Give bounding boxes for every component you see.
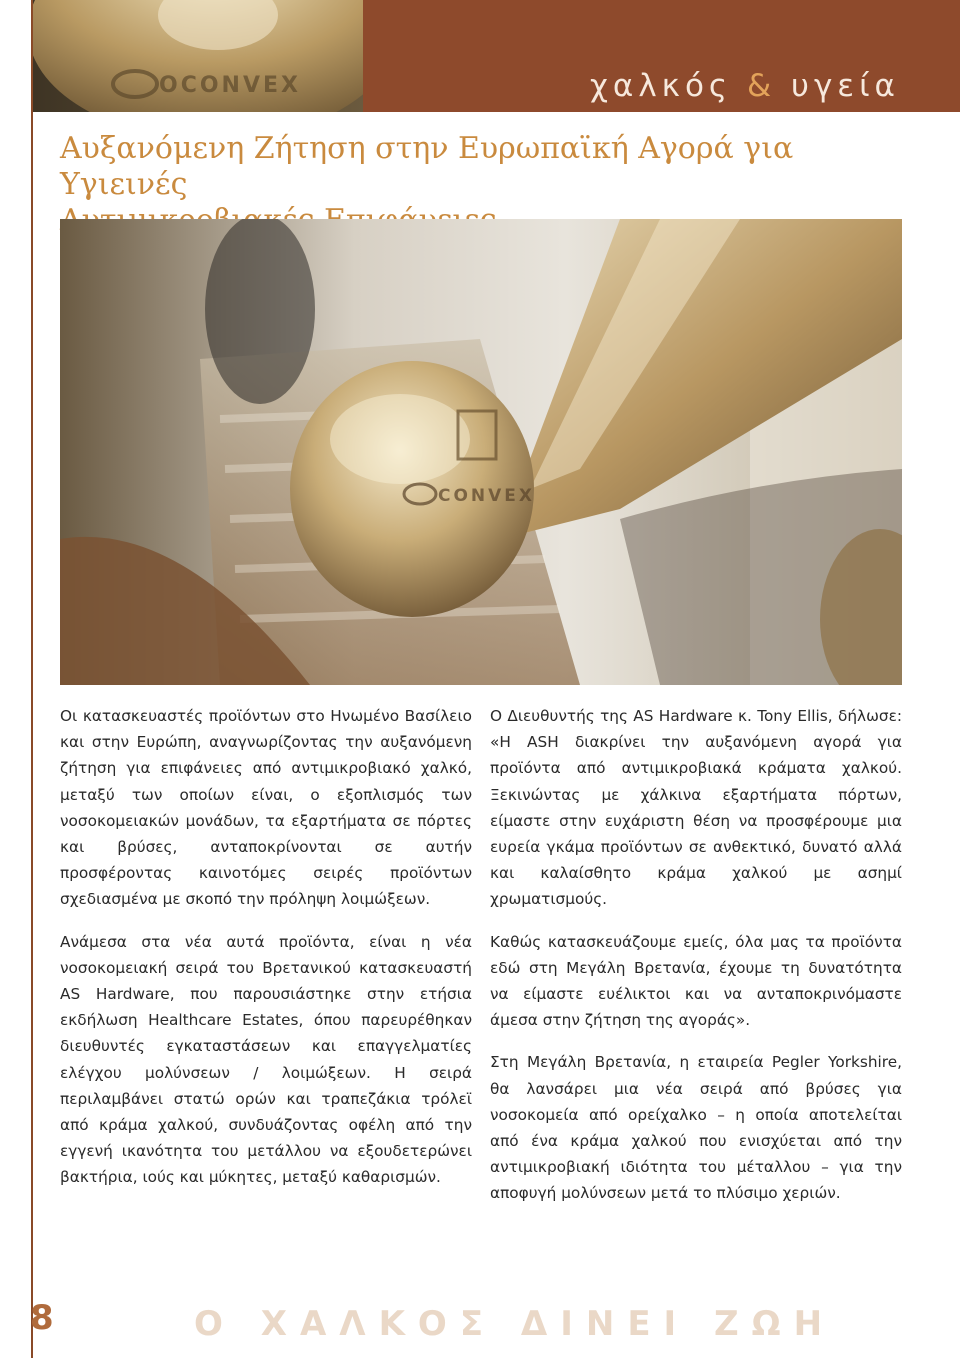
paragraph: Οι κατασκευαστές προϊόντων στο Ηνωμένο Βασίλειο και στην Ευρώπη, αναγνωρίζοντας την αυξανόμενη ζήτηση για επιφάνειες από αντιμικροβιακό χαλκό, μεταξύ των οποίων είναι, ο εξοπλισμός των νοσοκομειακών μονάδων, τα εξαρτήματα σε πόρτες και βρύσες, ανταποκρίνονται σε αυτήν προσφέροντας καινοτόμες σειρές προϊόντων σχεδιασμένα με σκοπό την πρόληψη λοιμώξεων. [60, 707, 472, 909]
paragraph: Ο Διευθυντής της AS Hardware κ. Tony Ellis, δήλωσε: «Η ASH διακρίνει την αυξανόμενη αγορά για προϊόντα από αντιμικροβιακά κράματα χαλκού. Ξεκινώντας με χάλκινα εξαρτήματα πόρτων, είμαστε στην ευχάριστη θέση να προσφέρουμε μια ευρεία γκάμα προϊόντων σε ανθεκτικό, δυνατό αλλά και καλαίσθητο κράμα χαλκού με ασημί χρωματισμούς. [490, 707, 902, 909]
paragraph: Ανάμεσα στα νέα αυτά προϊόντα, είναι η νέα νοσοκομειακή σειρά του Βρετανικού κατασκευαστή AS Hardware, που παρουσιάστηκε στην ετήσια εκδήλωση Healthcare Estates, όπου παρευρέθηκαν διευθυντές εγκαταστάσεων και επαγγελματίες ελέγχου μολύνσεων / λοιμώξεων. Η σειρά περιλαμβάνει στατώ ορών και τραπεζάκια τρόλεϊ από κράμα χαλκού, συνδυάζοντας οφέλη από την εγγενή ικανότητα του μετάλλου να εξουδετερώνει βακτήρια, ιούς και μύκητες, μεταξύ καθαρισμών. [60, 932, 472, 1187]
paragraph: Καθώς κατασκευάζουμε εμείς, όλα μας τα προϊόντα εδώ στη Μεγάλη Βρετανία, έχουμε τη δυνατότητα να είμαστε ευέλικτοι και να ανταποκρινόμαστε άμεσα στην ζήτηση της αγοράς». [490, 932, 902, 1030]
footer [0, 1298, 960, 1358]
left-column [60, 703, 472, 1207]
main-photo-image [60, 219, 902, 685]
section-header [590, 68, 900, 104]
svg-text:CONVEX: CONVEX [438, 486, 536, 506]
page-number: 8 [30, 1298, 54, 1338]
header-word-health: υγεία [776, 68, 900, 104]
svg-text:OCONVEX: OCONVEX [159, 73, 301, 98]
right-column [490, 703, 902, 1223]
paragraph: Στη Μεγάλη Βρετανία, η εταιρεία Pegler Yorkshire, θα λανσάρει μια νέα σειρά από βρύσες για νοσοκομεία από ορείχαλκο – η οποία αποτελείται από ένα κράμα χαλκού που ενισχύεται από την αντιμικροβιακή ιδιότητα του μέταλλου – για την αποφυγή μολύνσεων μετά το πλύσιμο χεριών. [490, 1053, 902, 1203]
header-band [363, 0, 960, 112]
main-photo [60, 219, 902, 685]
top-photo-image [33, 0, 363, 112]
footer-slogan: Ο ΧΑΛΚΟΣ ΔΙΝΕΙ ΖΩΗ [194, 1304, 836, 1344]
top-photo [33, 0, 363, 112]
header-word-copper: χαλκός [590, 68, 747, 104]
header-ampersand: & [746, 68, 777, 104]
article-title-line-1: Αυξανόμενη Ζήτηση στην Ευρωπαϊκή Αγορά για Υγιεινές [60, 131, 794, 202]
